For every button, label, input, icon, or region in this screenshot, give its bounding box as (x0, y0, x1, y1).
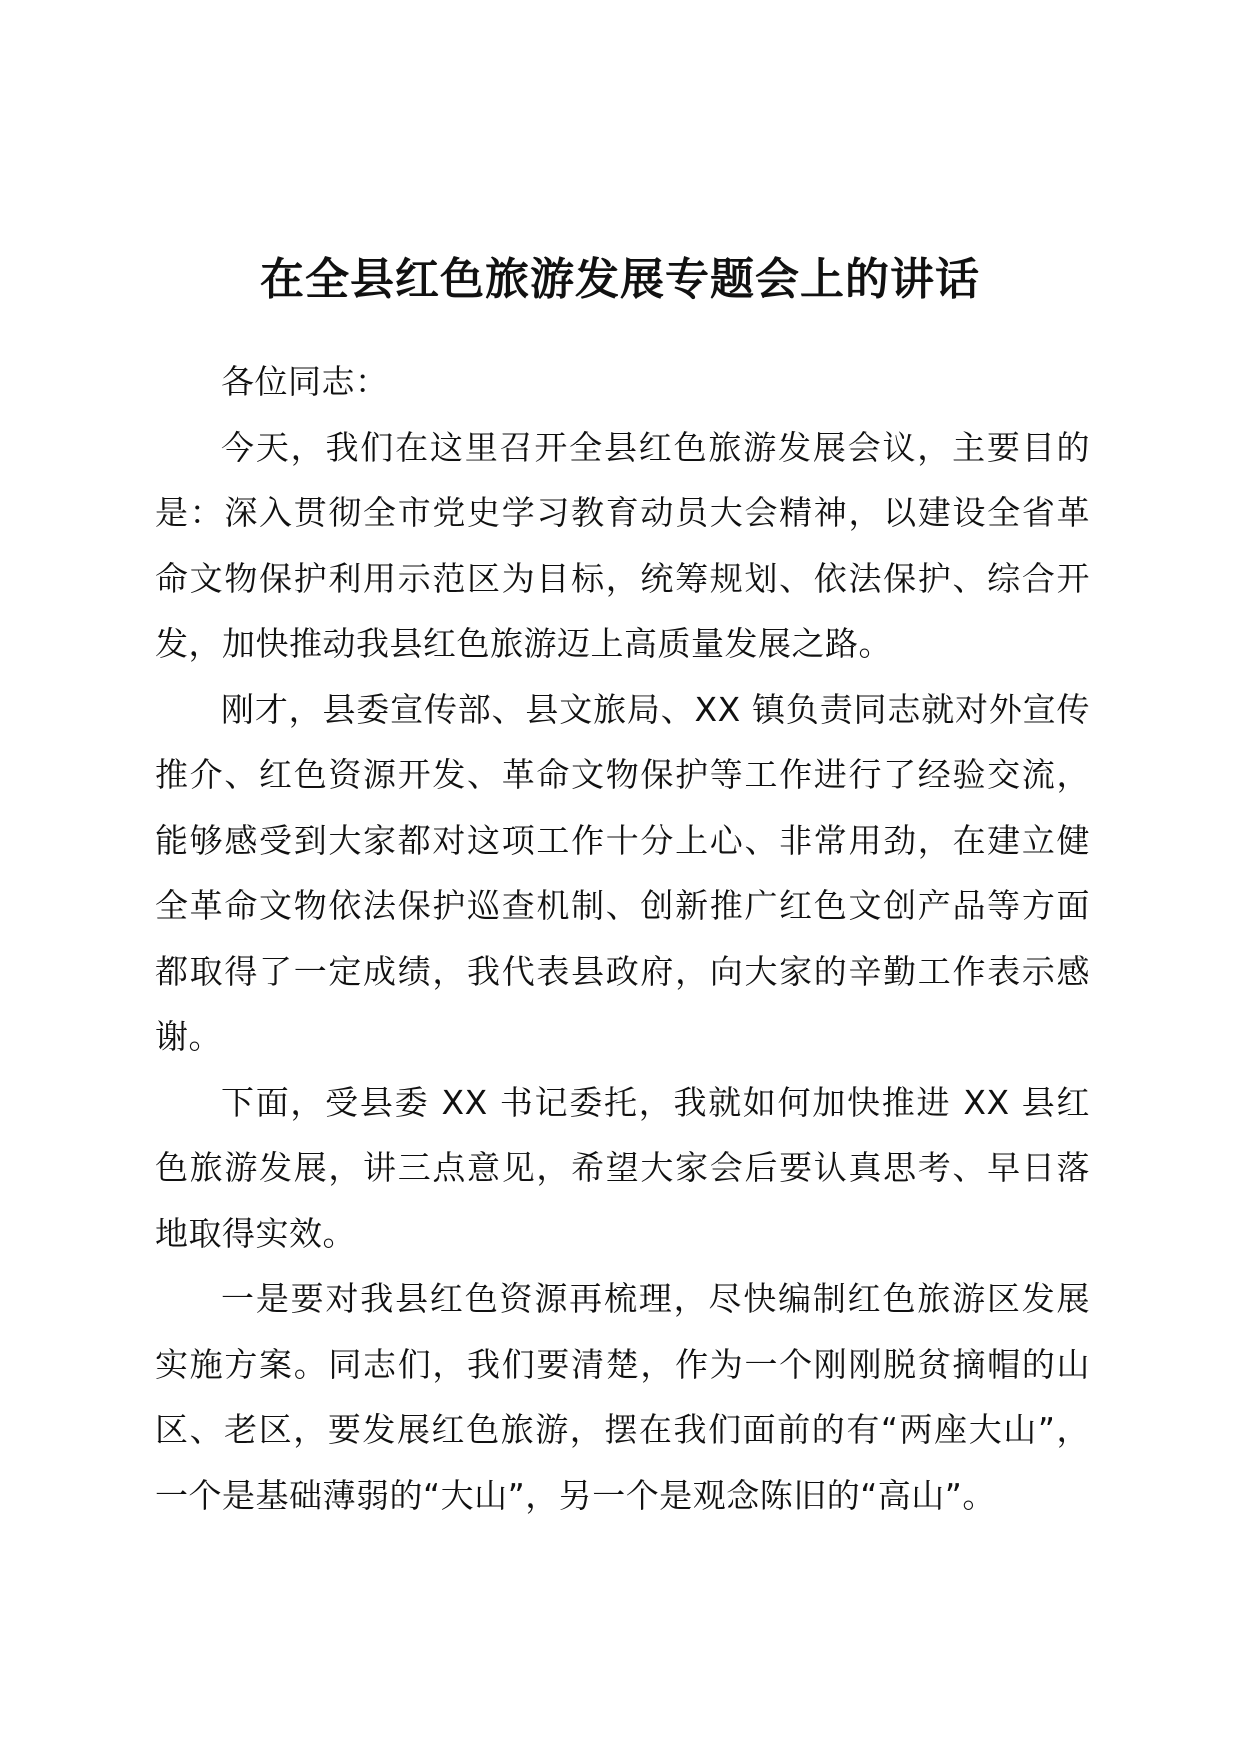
paragraph-intro-points: 下面，受县委 XX 书记委托，我就如何加快推进 XX 县红色旅游发展，讲三点意见，希望大家会后要认真思考、早日落地取得实效。 (155, 1082, 1090, 1253)
paragraph-acknowledgement: 刚才，县委宣传部、县文旅局、XX 镇负责同志就对外宣传推介、红色资源开发、革命文物保护等工作进行了经验交流，能够感受到大家都对这项工作十分上心、非常用劲，在建立健全革命文物依法保护巡查机制、创新推广红色文创产品等方面都取得了一定成绩，我代表县政府，向大家的辛勤工作表示感谢。 (155, 689, 1090, 1056)
paragraph-point-one: 一是要对我县红色资源再梳理，尽快编制红色旅游区发展实施方案。同志们，我们要清楚，作为一个刚刚脱贫摘帽的山区、老区，要发展红色旅游，摆在我们面前的有“两座大山”，一个是基础薄弱的“大山”，另一个是观念陈旧的“高山”。 (155, 1279, 1090, 1515)
paragraph-salutation: 各位同志： (221, 362, 389, 401)
document-title: 在全县红色旅游发展专题会上的讲话 (260, 254, 980, 305)
paragraph-opening: 今天，我们在这里召开全县红色旅游发展会议，主要目的是：深入贯彻全市党史学习教育动员大会精神，以建设全省革命文物保护利用示范区为目标，统筹规划、依法保护、综合开发，加快推动我县红色旅游迈上高质量发展之路。 (155, 427, 1090, 663)
document-body (155, 349, 1090, 1528)
